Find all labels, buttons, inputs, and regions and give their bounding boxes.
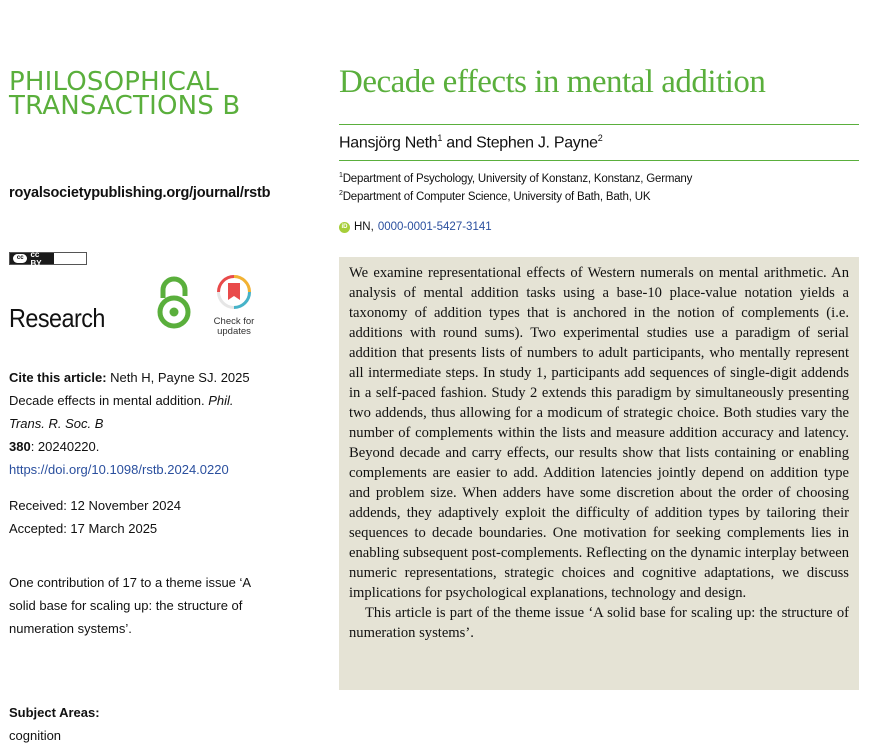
author1-affil-sup: 1 — [437, 133, 443, 143]
journal-url[interactable]: royalsocietypublishing.org/journal/rstb — [9, 185, 271, 201]
dates-block — [9, 494, 181, 540]
abstract-paragraph-2: This article is part of the theme issue ‘A solid base for scaling up: the structure of numeration systems’. — [349, 605, 849, 641]
affil2-sup: 2 — [339, 190, 343, 197]
check-updates-line1: Check for — [213, 316, 255, 327]
check-for-updates-button[interactable] — [210, 274, 258, 337]
author2-affil-sup: 2 — [597, 133, 603, 143]
author-list — [339, 133, 602, 152]
citation-text: Neth H, Payne SJ. 2025 Decade effects in mental addition. — [9, 370, 250, 408]
theme-issue-note: One contribution of 17 to a theme issue ‘A solid base for scaling up: the structure of numeration systems’. — [9, 575, 251, 636]
orcid-link[interactable]: 0000-0001-5427-3141 — [377, 221, 492, 233]
orcid-icon: iD — [339, 222, 350, 233]
authors-rule — [339, 160, 859, 161]
subject-areas-label: Subject Areas: — [9, 705, 100, 720]
title-rule — [339, 124, 859, 125]
citation-journal: Phil. Trans. R. Soc. B — [9, 393, 234, 431]
citation-volume: 380 — [9, 439, 31, 454]
cc-icon: cc — [13, 254, 27, 263]
journal-name — [9, 67, 241, 121]
orcid-line — [339, 221, 492, 233]
accepted-date: Accepted: 17 March 2025 — [9, 521, 158, 536]
affiliation-1 — [339, 172, 692, 185]
affil2-text: Department of Computer Science, University of Bath, Bath, UK — [342, 190, 651, 203]
check-for-updates-icon — [216, 274, 252, 310]
affil1-text: Department of Psychology, University of Konstanz, Konstanz, Germany — [342, 172, 693, 185]
citation-label: Cite this article: — [9, 370, 107, 385]
check-updates-line2: updates — [217, 326, 251, 337]
author-join-payne[interactable]: and Stephen J. Payne — [442, 134, 598, 152]
license-badge-blank — [54, 253, 86, 264]
subject-areas — [9, 701, 100, 747]
journal-name-line2: TRANSACTIONS B — [9, 91, 241, 121]
abstract-box — [339, 257, 859, 690]
citation-block — [9, 366, 269, 481]
abstract-paragraph-1: We examine representational effects of Western numerals on mental arithmetic. An analysis of mental addition tasks using a base-10 place-value notation yields a taxonomy of addition types that is anchored in the notion of complements (i.e. additions with round sums). Two experimental studies use a paradigm of serial addition that presents lists of numbers to adult participants, who mentally represent all intermediate steps. In study 1, participants add sequences of single-digit addends in a self-paced fashion. Study 2 extends this paradigm by simultaneously presenting two addends, thus allowing for a modicum of strategic choice. Both studies vary the number of complements within the lists and measure addition accuracy and latency. Beyond decade and carry effects, our results show that lists containing or enabling complements are easier to add. Addition latencies jointly depend on addition type and problem size. When adders have some discretion about the order of choosing addends, they adaptively exploit the difficulty of addition types by tailoring their sequences to decade boundaries. One motivation for seeking complements lies in enabling subsequent post-complements. Reflecting on the dynamic interplay between numeric representations, strategic choices and cognitive adaptations, we discuss implications for psychological explanations, technology and design. — [349, 265, 849, 601]
open-access-icon — [156, 276, 192, 330]
received-date: Received: 12 November 2024 — [9, 498, 181, 513]
subject-areas-value[interactable]: cognition — [9, 728, 62, 743]
orcid-prefix: HN, — [354, 221, 374, 233]
affil1-sup: 1 — [339, 172, 343, 179]
license-label: cc BY — [30, 249, 42, 268]
cc-by-license-badge[interactable] — [9, 249, 87, 268]
doi-link[interactable]: https://doi.org/10.1098/rstb.2024.0220 — [9, 462, 229, 477]
article-title: Decade effects in mental addition — [339, 64, 766, 100]
citation-article-number: : 20240220. — [30, 439, 100, 454]
author-neth[interactable]: Hansjörg Neth — [339, 134, 438, 152]
affiliation-2 — [339, 190, 650, 203]
section-label: Research — [9, 303, 105, 333]
journal-name-line1: PHILOSOPHICAL — [9, 67, 219, 97]
